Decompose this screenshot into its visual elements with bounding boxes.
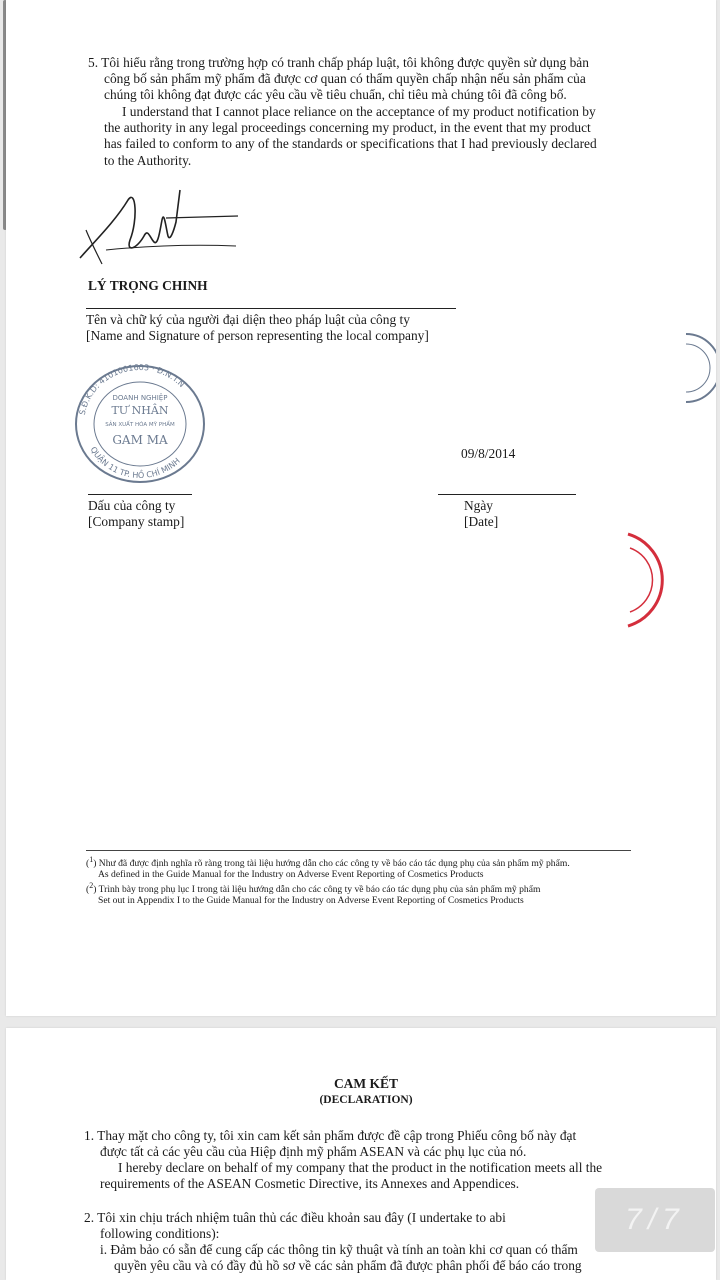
partial-stamp-red [618, 530, 678, 630]
footnote-1: ($^1$) Như đã được định nghĩa rõ ràng trong tài liệu hướng dẫn cho các công ty về báo cáo tác dụng phụ của sản phẩm mỹ phẩm. [86, 855, 570, 870]
text-line: [Date] [464, 514, 499, 530]
svg-text:QUẬN 11 TP. HỒ CHÍ MINH [88, 445, 181, 480]
signature-line [86, 308, 456, 309]
text-line: I hereby declare on behalf of my company that the product in the notification meets all the [118, 1160, 603, 1175]
stamp-line: GAM MA [112, 433, 168, 447]
footnote-text: Set out in Appendix I to the Guide Manual for the Industry on Adverse Event Reporting of Cosmetics Products [98, 895, 524, 907]
footnotes [86, 854, 706, 906]
footnote-text: As defined in the Guide Manual for the Industry on Adverse Event Reporting of Cosmetics Products [98, 869, 484, 881]
footnote-2: ($^2$) Trình bày trong phụ lục I trong tài liệu hướng dẫn cho các công ty về báo cáo tác dụng phụ của sản phẩm mỹ phẩm [86, 881, 541, 896]
text-line: to the Authority. [104, 152, 192, 168]
text-line: 1. Thay mặt cho công ty, tôi xin cam kết sản phẩm được đề cập trong Phiếu công bố này đạt [84, 1128, 577, 1143]
signature-caption [86, 312, 429, 344]
text-line: I understand that I cannot place reliance on the acceptance of my product notification by [122, 104, 596, 119]
text-line: công bố sản phẩm mỹ phẩm đã được cơ quan có thẩm quyền chấp nhận nếu sản phẩm của [104, 71, 586, 87]
clause-5-vi [88, 55, 708, 104]
partial-stamp-gray [676, 330, 716, 406]
text-line: the authority in any legal proceedings concerning my product, in the event that my product [104, 120, 591, 136]
date-caption [464, 498, 498, 530]
footnote-text: Trình bày trong phụ lục I trong tài liệu hướng dẫn cho các công ty về báo cáo tác dụng phụ của sản phẩm mỹ phẩm [98, 884, 541, 896]
text-line: requirements of the ASEAN Cosmetic Directive, its Annexes and Appendices. [100, 1176, 520, 1192]
stamp-ring-bottom: QUẬN 11 TP. HỒ CHÍ MINH [88, 445, 182, 481]
text-line: following conditions): [100, 1226, 220, 1242]
text-line: 5. Tôi hiểu rằng trong trường hợp có tranh chấp pháp luật, tôi không được quyền sử dụng bản [88, 55, 589, 70]
stamp-line: TƯ NHÂN [111, 404, 169, 417]
text-line: chúng tôi không đạt được các yêu cầu về tiêu chuẩn, chỉ tiêu mà chúng tôi đã công bố. [104, 87, 567, 103]
text-line: [Company stamp] [88, 514, 185, 530]
footnote-text: Như đã được định nghĩa rõ ràng trong tài liệu hướng dẫn cho các công ty về báo cáo tác dụng phụ của sản phẩm mỹ phẩm. [98, 858, 570, 870]
text-line: has failed to conform to any of the standards or specifications that I had previously declared [104, 136, 597, 152]
stamp-line-rule [88, 494, 192, 495]
stamp-ring-top: S.Đ.K.D: 4101001603 · Đ.N.T.N [77, 362, 187, 416]
text-line: Dấu của công ty [88, 498, 176, 513]
text-line: được tất cả các yêu cầu của Hiệp định mỹ phẩm ASEAN và các phụ lục của nó. [100, 1144, 527, 1160]
stamp-line: DOANH NGHIỆP [112, 394, 168, 402]
text-line: i. Đảm bảo có sẵn để cung cấp các thông tin kỹ thuật và tính an toàn khi cơ quan có thẩm [100, 1242, 578, 1257]
document-page-1 [6, 0, 716, 1016]
stamp-line: SẢN XUẤT HÓA MỸ PHẨM [105, 422, 175, 428]
footnote-rule [86, 850, 631, 851]
text-line: [Name and Signature of person representing the local company] [86, 328, 429, 344]
date-value: 09/8/2014 [461, 446, 516, 461]
signer-name: LÝ TRỌNG CHINH [88, 278, 208, 293]
text-line: Ngày [464, 498, 494, 513]
stamp-caption [88, 498, 184, 530]
clause-1-vi [84, 1128, 714, 1160]
declaration-title: CAM KẾT [333, 1076, 399, 1091]
footnote-mark: 1 [89, 855, 94, 864]
declaration-subtitle: (DECLARATION) [319, 1094, 413, 1106]
text-line: quyền yêu cầu và có đầy đủ hồ sơ về các sản phẩm đã được phân phối để báo cáo trong [114, 1258, 582, 1274]
page-number-badge: 7/7 [595, 1188, 715, 1252]
text-line: 2. Tôi xin chịu trách nhiệm tuân thủ các điều khoản sau đây (I undertake to abi [84, 1210, 506, 1225]
footnote-mark: 2 [89, 881, 94, 891]
text-line: Tên và chữ ký của người đại diện theo pháp luật của công ty [86, 312, 410, 327]
handwritten-signature [66, 180, 256, 270]
date-line-rule [438, 494, 576, 495]
company-stamp [70, 362, 210, 486]
clause-5-en [104, 104, 714, 169]
